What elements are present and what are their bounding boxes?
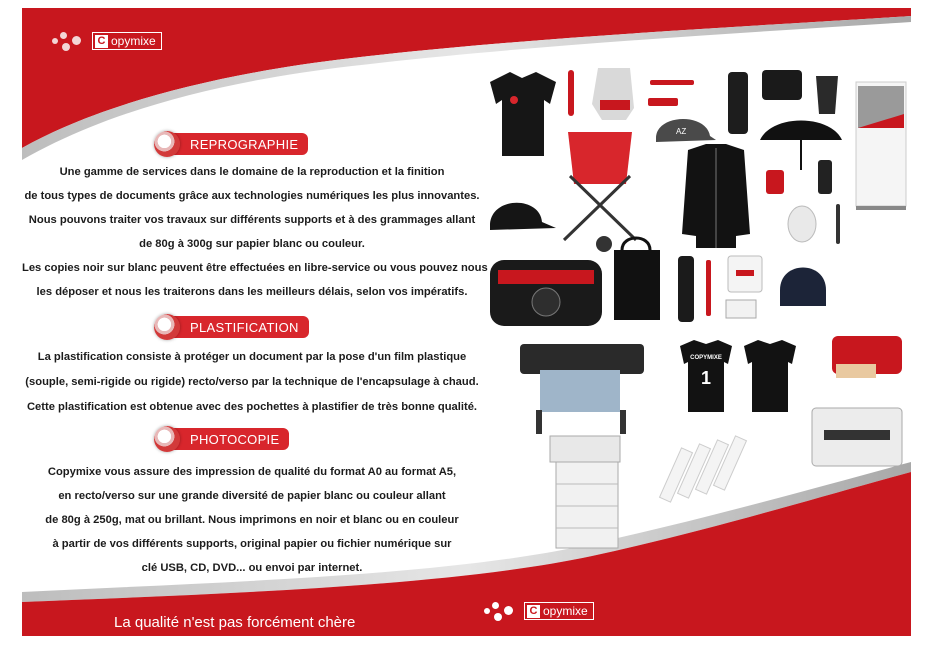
heading-reprographie [154, 131, 308, 157]
tumbler-image [728, 72, 748, 134]
text-line: clé USB, CD, DVD... ou envoi par internet. [141, 562, 363, 574]
beanie-image [780, 268, 826, 307]
jersey-number-text: 1 [700, 368, 712, 388]
text-line: Les copies noir sur blanc peuvent être effectuées en libre-service ou vous pouvez nous [22, 262, 488, 274]
heading-plastification [154, 314, 309, 340]
name-badge-image [726, 300, 756, 318]
cap-print-text: AZ [676, 127, 687, 136]
bullet-icon [154, 131, 180, 157]
text-line: Une gamme de services dans le domaine de la reproduction et la finition [59, 166, 445, 178]
section-title: PLASTIFICATION [172, 316, 309, 338]
logo-dots-icon [484, 600, 518, 622]
tape-measure-image [596, 236, 612, 252]
laser-printer-image [812, 408, 902, 466]
bullet-icon [154, 426, 180, 452]
jersey-brand-text: COPYMIXE [690, 355, 722, 361]
photocopier-image [550, 436, 620, 548]
keychain-image [766, 170, 784, 194]
text-line: de tous types de documents grâce aux technologies numériques les plus innovantes. [24, 190, 480, 202]
cap-image [656, 119, 716, 142]
text-line: La plastification consiste à protéger un document par la pose d'un film plastique [37, 351, 467, 363]
usb-stick-image [648, 98, 678, 106]
text-line: en recto/verso sur une grande diversité de papier blanc ou couleur allant [58, 490, 446, 502]
water-bottle-image [678, 256, 694, 322]
jacket-image [682, 144, 750, 248]
heading-photocopie [154, 426, 289, 452]
footer-logo [484, 600, 594, 622]
footer-slogan: La qualité n'est pas forcément chère [114, 614, 356, 631]
wine-glass-image [788, 206, 816, 242]
jersey-image [680, 340, 732, 412]
text-line: (souple, semi-rigide ou rigide) recto/verso par la technique de l'encapsulage à chaud. [25, 376, 479, 388]
text-line: Cette plastification est obtenue avec des pochettes à plastifier de très bonne qualité. [26, 401, 478, 413]
logo-wordmark [92, 32, 162, 50]
stylus-pen-image [836, 204, 840, 244]
logo-wordmark [524, 602, 594, 620]
bullet-icon [154, 314, 180, 340]
logo-monogram: C [527, 605, 540, 618]
folding-chair-image [564, 132, 636, 240]
mug-image [728, 256, 762, 292]
large-format-printer-image [520, 344, 644, 434]
jersey-back-image [744, 340, 796, 412]
toner-cartridges-image [660, 436, 747, 502]
logo-wordmark-text: opymixe [543, 604, 588, 618]
paragraph-photocopie [22, 460, 482, 580]
product-collage [480, 64, 910, 556]
duffel-bag-image [490, 260, 602, 326]
blanket-image [762, 70, 802, 100]
flashlight-image [568, 70, 574, 116]
text-line: de 80g à 250g, mat ou brillant. Nous imprimons en noir et blanc ou en couleur [45, 514, 459, 526]
text-line: à partir de vos différents supports, original papier ou fichier numérique sur [52, 538, 452, 550]
cup-image [816, 76, 838, 114]
paragraph-reprographie [22, 160, 488, 304]
red-black-cap-image [490, 203, 556, 230]
luggage-tag-image [818, 160, 832, 194]
flyer-page [22, 8, 911, 636]
logo-dots-icon [52, 30, 86, 52]
tote-bag-image [614, 238, 660, 320]
logo-monogram: C [95, 35, 108, 48]
text-line: Copymixe vous assure des impression de qualité du format A0 au format A5, [47, 466, 457, 478]
polo-shirt-image [490, 72, 556, 156]
text-line: Nous pouvons traiter vos travaux sur différents supports et à des grammages allant [28, 214, 476, 226]
red-pen-image [706, 260, 711, 316]
logo-wordmark-text: opymixe [111, 34, 156, 48]
gloves-image [592, 68, 634, 120]
text-line: les déposer et nous les traiterons dans les meilleurs délais, selon vos impératifs. [36, 286, 468, 298]
section-title: PHOTOCOPIE [172, 428, 289, 450]
section-title: REPROGRAPHIE [172, 133, 308, 155]
text-line: de 80g à 300g sur papier blanc ou couleur. [139, 238, 365, 250]
desktop-printer-image [832, 336, 902, 378]
top-logo [52, 30, 162, 52]
rollup-banner-image [856, 82, 906, 210]
paragraph-plastification [22, 345, 482, 420]
pen-image [650, 80, 694, 85]
